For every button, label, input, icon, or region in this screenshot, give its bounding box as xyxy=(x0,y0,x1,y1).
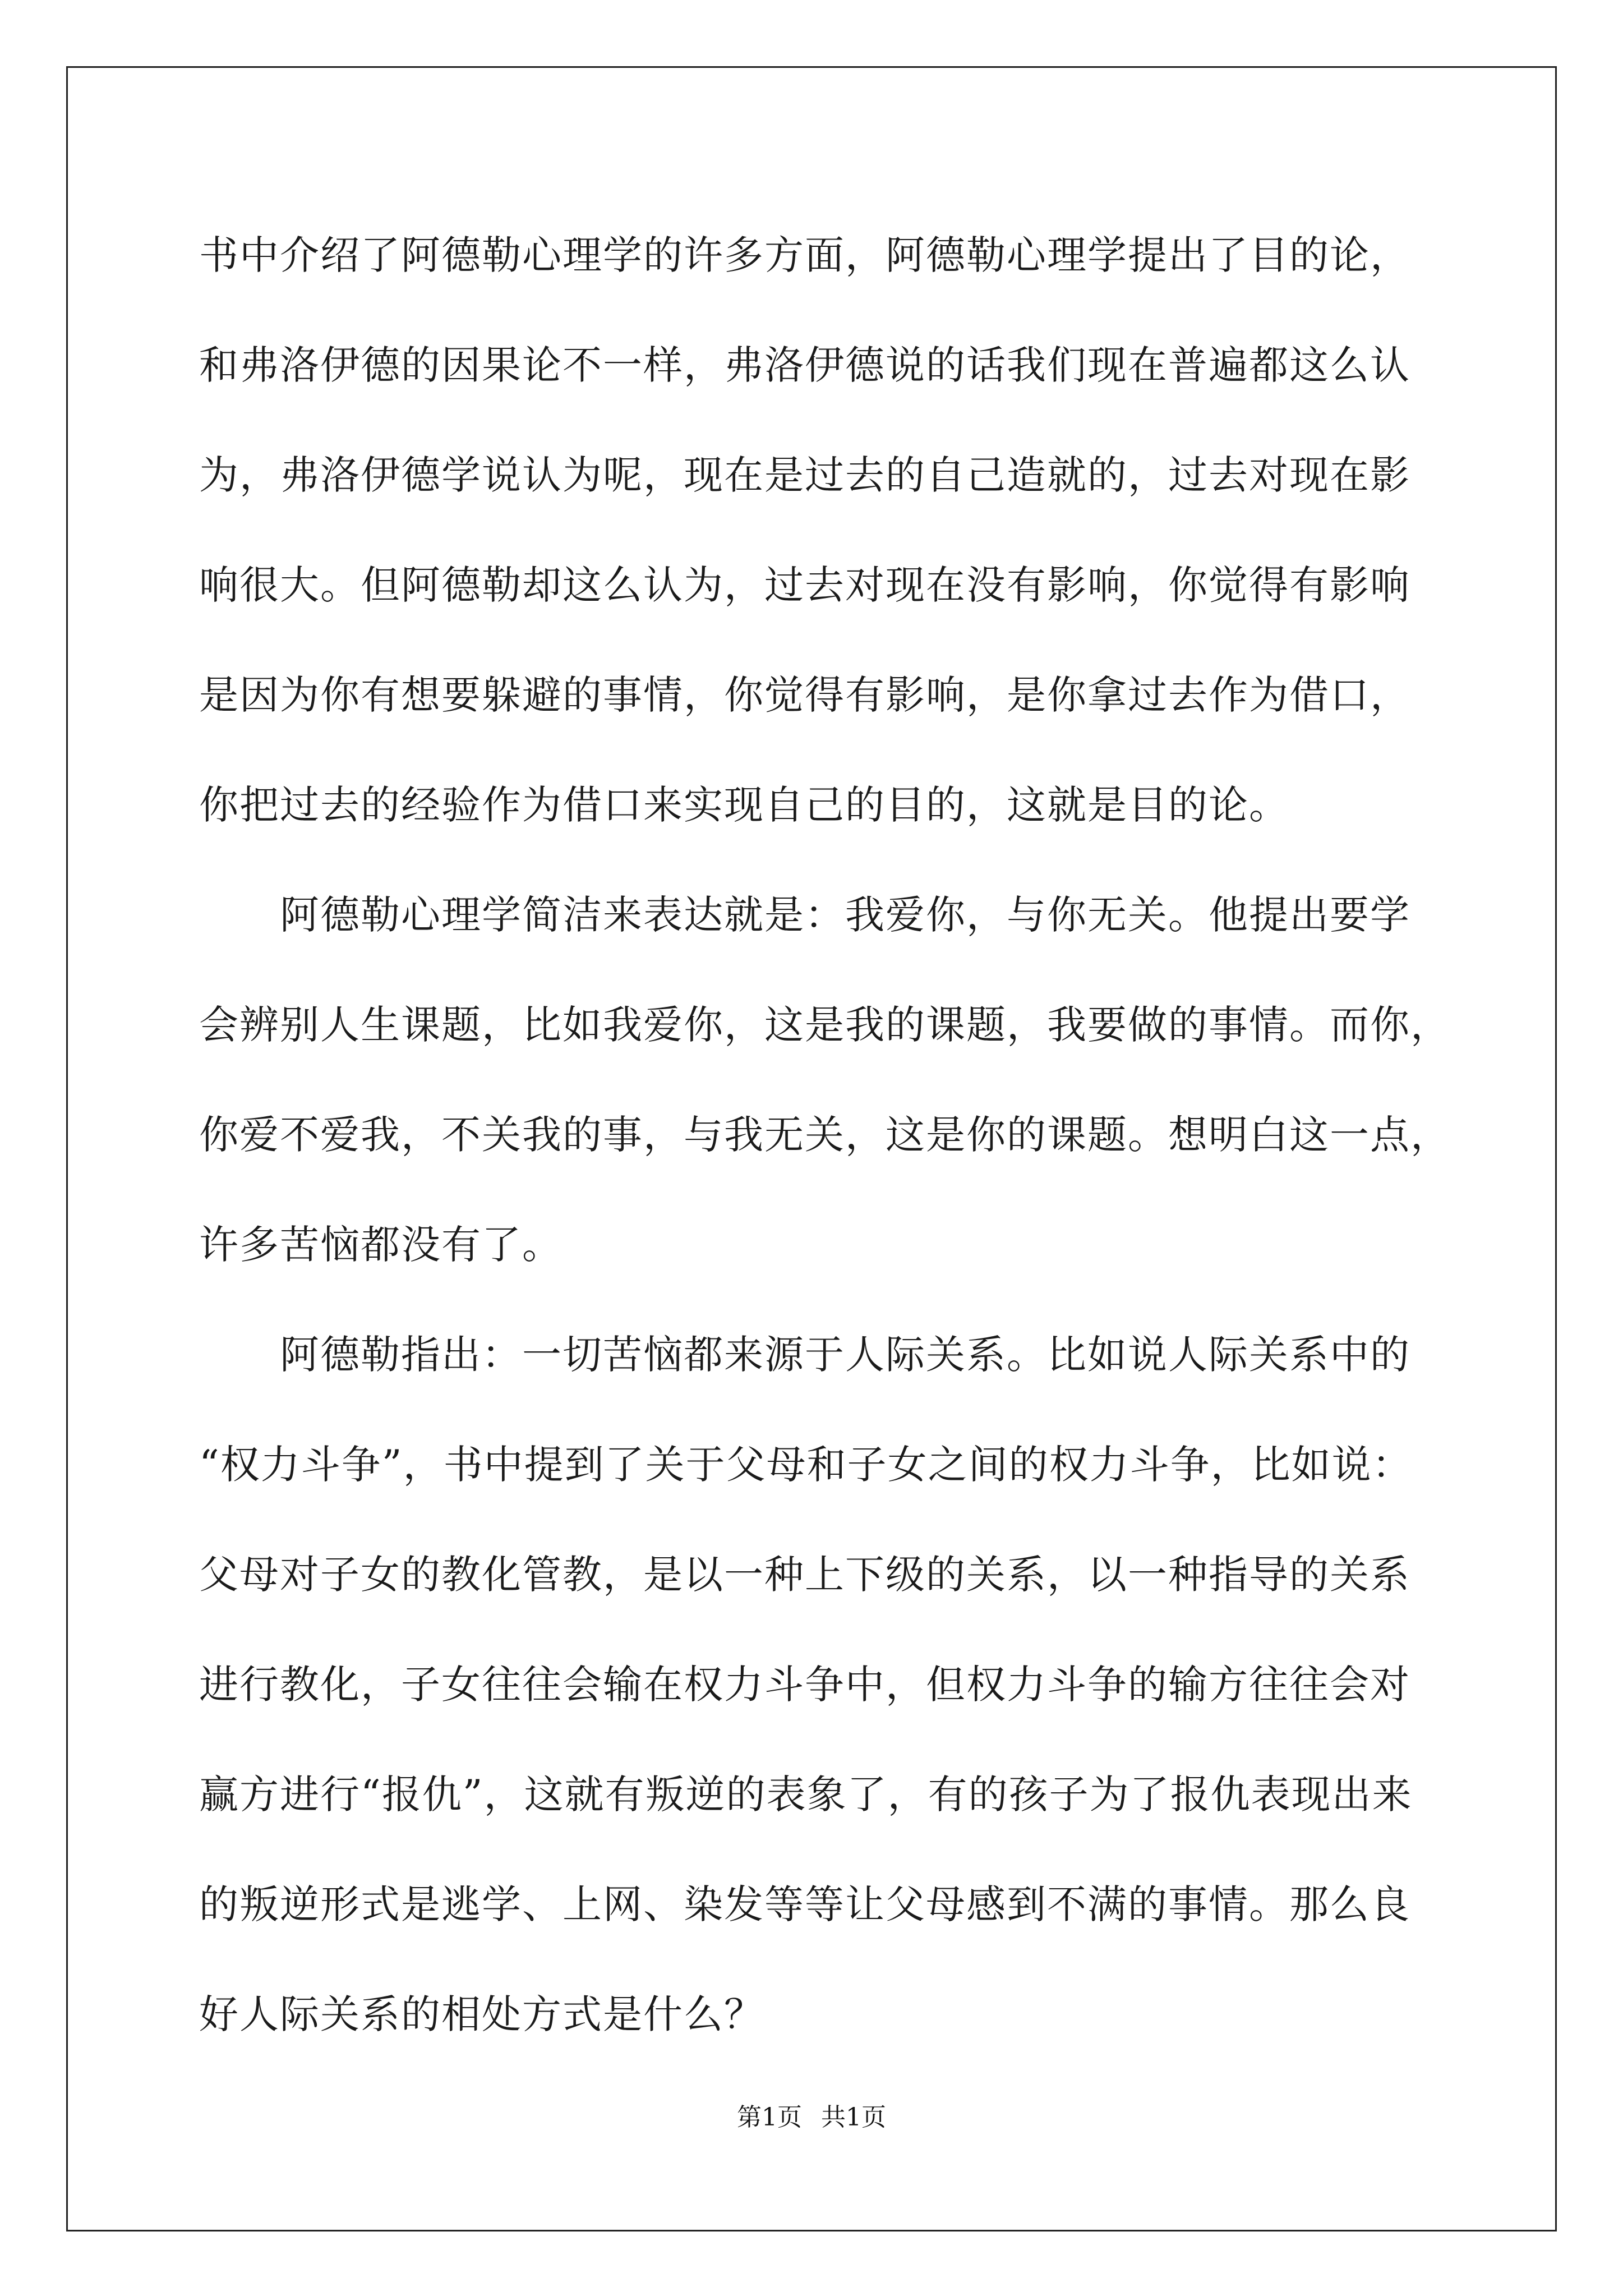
text-line: 书中介绍了阿德勒心理学的许多方面，阿德勒心理学提出了目的论， xyxy=(199,232,1410,278)
page-footer xyxy=(0,2101,1623,2134)
text-line: 和弗洛伊德的因果论不一样，弗洛伊德说的话我们现在普遍都这么认 xyxy=(199,342,1410,388)
text-line: 赢方进行“报仇”，这就有叛逆的表象了，有的孩子为了报仇表现出来 xyxy=(199,1772,1413,1818)
text-line: 好人际关系的相处方式是什么？ xyxy=(199,1991,764,2037)
text-line: 的叛逆形式是逃学、上网、染发等等让父母感到不满的事情。那么良 xyxy=(199,1881,1410,1927)
text-line: 阿德勒指出：一切苦恼都来源于人际关系。比如说人际关系中的 xyxy=(199,1332,1410,1378)
text-line: 会辨别人生课题，比如我爱你，这是我的课题，我要做的事情。而你， xyxy=(199,1002,1451,1048)
text-line: 许多苦恼都没有了。 xyxy=(199,1222,562,1268)
text-line: 是因为你有想要躲避的事情，你觉得有影响，是你拿过去作为借口， xyxy=(199,672,1410,718)
text-line: 你爱不爱我，不关我的事，与我无关，这是你的课题。想明白这一点， xyxy=(199,1112,1451,1158)
text-line: “权力斗争”，书中提到了关于父母和子女之间的权力斗争，比如说： xyxy=(199,1442,1413,1488)
text-line: 父母对子女的教化管教，是以一种上下级的关系，以一种指导的关系 xyxy=(199,1552,1410,1598)
text-line: 阿德勒心理学简洁来表达就是：我爱你，与你无关。他提出要学 xyxy=(199,892,1410,938)
text-line: 响很大。但阿德勒却这么认为，过去对现在没有影响，你觉得有影响 xyxy=(199,562,1410,608)
text-line: 进行教化，子女往往会输在权力斗争中，但权力斗争的输方往往会对 xyxy=(199,1662,1410,1708)
page-number: 第1页 xyxy=(737,2103,802,2132)
text-line: 为，弗洛伊德学说认为呢，现在是过去的自己造就的，过去对现在影 xyxy=(199,452,1410,498)
page-total: 共1页 xyxy=(821,2103,886,2132)
text-line: 你把过去的经验作为借口来实现自己的目的，这就是目的论。 xyxy=(199,782,1289,828)
